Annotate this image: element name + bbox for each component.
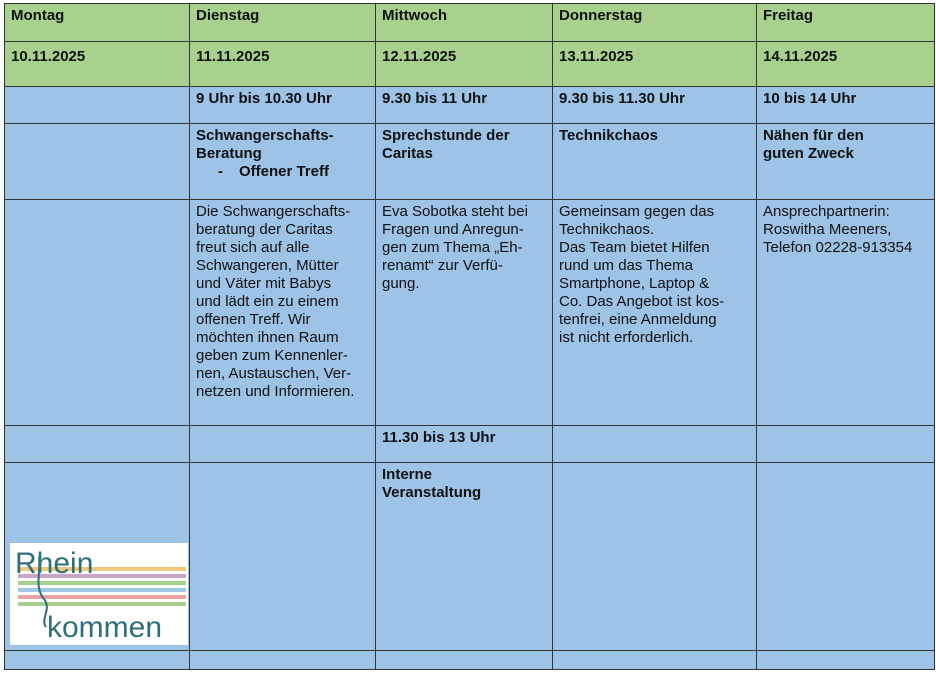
desc-monday-1 xyxy=(5,200,190,426)
time-row-2 xyxy=(5,426,935,463)
empty-cell xyxy=(5,651,190,670)
empty-cell xyxy=(553,651,757,670)
time-monday-2 xyxy=(5,426,190,463)
title-wednesday-2: Interne Veranstaltung xyxy=(376,463,553,651)
time-wednesday-2: 11.30 bis 13 Uhr xyxy=(376,426,553,463)
date-tuesday: 11.11.2025 xyxy=(190,42,376,87)
day-wednesday: Mittwoch xyxy=(376,4,553,42)
time-friday-2 xyxy=(757,426,935,463)
title-wednesday-1: Sprechstunde der Caritas xyxy=(376,124,553,200)
time-thursday-1: 9.30 bis 11.30 Uhr xyxy=(553,87,757,124)
logo-stripe xyxy=(18,602,186,606)
time-row-1 xyxy=(5,87,935,124)
date-wednesday: 12.11.2025 xyxy=(376,42,553,87)
date-row xyxy=(5,42,935,87)
desc-tuesday-1: Die Schwangerschafts- beratung der Caritas freut sich auf alle Schwangeren, Mütter und Väter mit Babys und lädt ein zu einem offenen Treff. Wir möchten ihnen Raum geben zum Kennenler- nen, Austauschen, Ver- netzen und Informieren. xyxy=(190,200,376,426)
title-friday-2 xyxy=(757,463,935,651)
empty-cell xyxy=(376,651,553,670)
time-friday-1: 10 bis 14 Uhr xyxy=(757,87,935,124)
date-thursday: 13.11.2025 xyxy=(553,42,757,87)
day-tuesday: Dienstag xyxy=(190,4,376,42)
time-wednesday-1: 9.30 bis 11 Uhr xyxy=(376,87,553,124)
title-thursday-1: Technikchaos xyxy=(553,124,757,200)
logo-stripe xyxy=(18,588,186,592)
empty-cell xyxy=(757,651,935,670)
desc-thursday-1: Gemeinsam gegen das Technikchaos. Das Team bietet Hilfen rund um das Thema Smartphone, Laptop & Co. Das Angebot ist kos- tenfrei, eine Anmeldung ist nicht erforderlich. xyxy=(553,200,757,426)
subtitle-tuesday-text: Offener Treff xyxy=(239,163,330,180)
desc-friday-1: Ansprechpartnerin: Roswitha Meeners, Telefon 02228-913354 xyxy=(757,200,935,426)
weekly-schedule-table xyxy=(4,3,935,670)
title-row-2 xyxy=(5,463,935,651)
date-friday: 14.11.2025 xyxy=(757,42,935,87)
date-monday: 10.11.2025 xyxy=(5,42,190,87)
subtitle-dash: - xyxy=(218,163,223,180)
time-thursday-2 xyxy=(553,426,757,463)
logo-text-rhein: Rhein xyxy=(15,547,94,580)
day-thursday: Donnerstag xyxy=(553,4,757,42)
logo-text-kommen: kommen xyxy=(47,611,163,644)
desc-wednesday-1: Eva Sobotka steht bei Fragen und Anregun- gen zum Thema „Eh- renamt“ zur Verfü- gung. xyxy=(376,200,553,426)
day-friday: Freitag xyxy=(757,4,935,42)
rhein-kommen-logo xyxy=(10,543,188,645)
day-monday: Montag xyxy=(5,4,190,42)
day-header-row xyxy=(5,4,935,42)
description-row-1 xyxy=(5,200,935,426)
title-tuesday-1 xyxy=(190,124,376,200)
title-friday-1: Nähen für den guten Zweck xyxy=(757,124,935,200)
time-tuesday-1: 9 Uhr bis 10.30 Uhr xyxy=(190,87,376,124)
time-tuesday-2 xyxy=(190,426,376,463)
title-tuesday-text: Schwangerschafts- Beratung xyxy=(196,127,334,162)
logo-cell xyxy=(5,463,190,651)
empty-cell xyxy=(190,651,376,670)
time-monday-1 xyxy=(5,87,190,124)
logo-stripe xyxy=(18,581,186,585)
title-tuesday-2 xyxy=(190,463,376,651)
empty-bottom-row xyxy=(5,651,935,670)
title-row-1 xyxy=(5,124,935,200)
title-monday-1 xyxy=(5,124,190,200)
title-thursday-2 xyxy=(553,463,757,651)
subtitle-tuesday xyxy=(196,163,369,181)
